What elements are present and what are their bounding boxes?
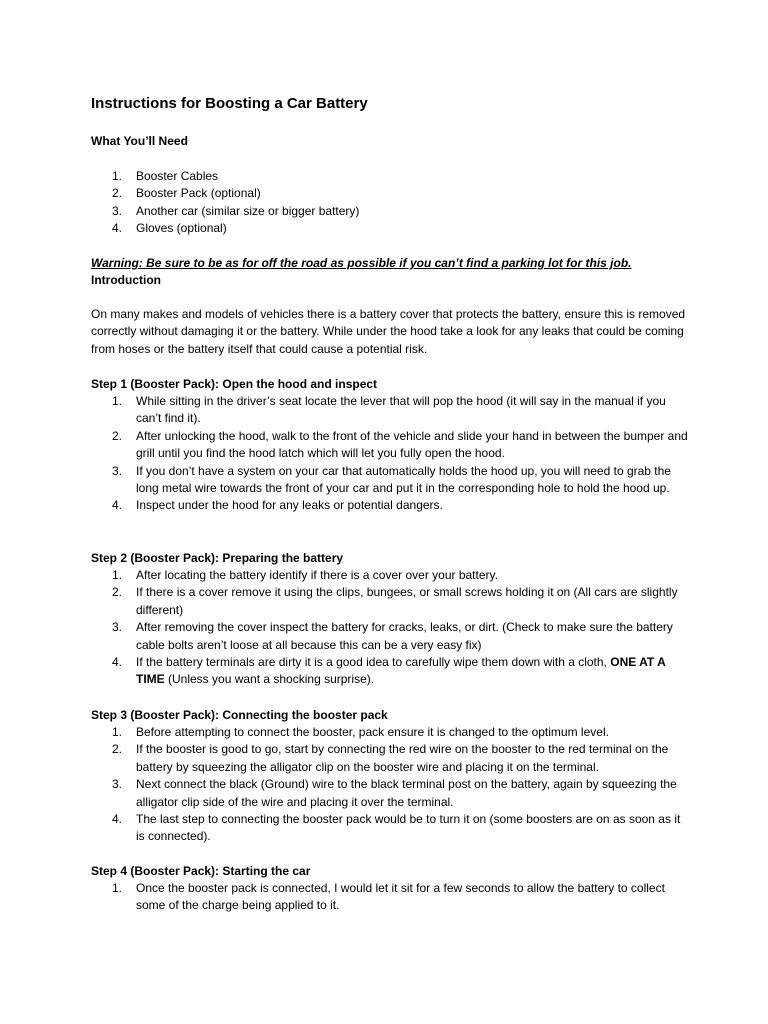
list-item-text: Next connect the black (Ground) wire to the black terminal post on the battery, again by squeezing the alligator clip side of the wire and placing it over the terminal. bbox=[136, 777, 677, 809]
list-item bbox=[91, 619, 691, 654]
list-item bbox=[91, 724, 691, 741]
list-item bbox=[91, 584, 691, 619]
list-item bbox=[91, 168, 691, 185]
list-item-text-end: (Unless you want a shocking surprise). bbox=[164, 672, 375, 687]
list-number: 1. bbox=[112, 568, 123, 582]
list-number: 2. bbox=[112, 742, 123, 757]
list-item bbox=[91, 567, 691, 584]
list-number: 1. bbox=[112, 881, 123, 895]
list-number: 1. bbox=[112, 169, 123, 183]
introduction-paragraph: On many makes and models of vehicles there is a battery cover that protects the battery, ensure this is removed correctly without damaging it or the battery. While under the hood take a look for any leaks that could be coming from hoses or the battery itself that could cause a potential risk. bbox=[91, 307, 686, 356]
list-number: 2. bbox=[112, 585, 123, 600]
list-item bbox=[91, 741, 691, 776]
list-item-text: Gloves (optional) bbox=[136, 221, 227, 236]
document-title: Instructions for Boosting a Car Battery bbox=[91, 95, 368, 112]
list-item bbox=[91, 185, 691, 202]
list-item bbox=[91, 220, 691, 237]
list-number: 4. bbox=[112, 655, 123, 670]
list-number: 3. bbox=[112, 777, 123, 792]
list-item bbox=[91, 654, 691, 689]
list-item bbox=[91, 393, 691, 428]
list-item-text: Another car (similar size or bigger battery) bbox=[136, 203, 360, 218]
step-2-list bbox=[91, 567, 691, 689]
step-4-list bbox=[91, 880, 691, 915]
list-number: 1. bbox=[112, 394, 123, 408]
warning-note: Warning: Be sure to be as for off the road as possible if you can’t find a parking lot for this job. bbox=[91, 256, 632, 270]
list-item bbox=[91, 463, 691, 498]
list-number: 1. bbox=[112, 725, 123, 739]
list-item bbox=[91, 776, 691, 811]
list-item-text: Once the booster pack is connected, I would let it sit for a few seconds to allow the battery to collect some of the charge being applied to it. bbox=[136, 881, 665, 913]
list-item-text: If the booster is good to go, start by connecting the red wire on the booster to the red terminal on the battery by squeezing the alligator clip on the booster wire and placing it on the terminal. bbox=[136, 742, 669, 774]
list-number: 3. bbox=[112, 463, 123, 478]
needs-heading: What You’ll Need bbox=[91, 134, 188, 148]
list-item-text: Booster Pack (optional) bbox=[136, 186, 261, 201]
list-item bbox=[91, 428, 691, 463]
list-item-text: If you don’t have a system on your car that automatically holds the hood up, you will need to grab the long metal wire towards the front of your car and put it in the corresponding hole to hold the hood up. bbox=[136, 463, 671, 496]
list-item-text-start: If the battery terminals are dirty it is a good idea to carefully wipe them down with a cloth, bbox=[136, 655, 611, 670]
list-item-text: If there is a cover remove it using the clips, bungees, or small screws holding it on (All cars are slightly different) bbox=[136, 585, 678, 617]
list-item-text: Booster Cables bbox=[136, 169, 219, 183]
list-item bbox=[91, 811, 691, 846]
list-item bbox=[91, 880, 691, 915]
list-item-text: After locating the battery identify if there is a cover over your battery. bbox=[136, 568, 498, 582]
list-item bbox=[91, 497, 691, 514]
step-1-heading: Step 1 (Booster Pack): Open the hood and inspect bbox=[91, 377, 378, 391]
introduction-heading: Introduction bbox=[91, 273, 161, 287]
list-item-text: The last step to connecting the booster pack would be to turn it on (some boosters are on as soon as it is connected). bbox=[136, 812, 681, 844]
list-number: 2. bbox=[112, 186, 123, 201]
step-4-heading: Step 4 (Booster Pack): Starting the car bbox=[91, 864, 311, 878]
list-item-text: Inspect under the hood for any leaks or potential dangers. bbox=[136, 498, 443, 513]
step-2-heading: Step 2 (Booster Pack): Preparing the battery bbox=[91, 551, 344, 565]
list-number: 4. bbox=[112, 498, 123, 513]
list-item bbox=[91, 203, 691, 220]
step-3-list bbox=[91, 724, 691, 846]
list-item-text: After removing the cover inspect the battery for cracks, leaks, or dirt. (Check to make sure the battery cable bolts aren’t loose at all because this can be a very easy fix) bbox=[136, 620, 673, 652]
emphasis-text: ONE AT A TIME bbox=[136, 655, 666, 687]
list-item-text: After unlocking the hood, walk to the front of the vehicle and slide your hand in between the bumper and grill until you find the hood latch which will let you fully open the hood. bbox=[136, 428, 688, 461]
list-number: 4. bbox=[112, 812, 123, 827]
list-number: 4. bbox=[112, 221, 123, 236]
step-1-list bbox=[91, 393, 691, 515]
step-3-heading: Step 3 (Booster Pack): Connecting the booster pack bbox=[91, 708, 388, 722]
list-item-text: While sitting in the driver’s seat locate the lever that will pop the hood (it will say in the manual if you can’t find it). bbox=[136, 394, 666, 426]
list-item-text: Before attempting to connect the booster, pack ensure it is changed to the optimum level. bbox=[136, 725, 609, 739]
needs-list bbox=[91, 168, 691, 238]
list-number: 3. bbox=[112, 620, 123, 635]
list-number: 2. bbox=[112, 428, 123, 443]
list-number: 3. bbox=[112, 203, 123, 218]
